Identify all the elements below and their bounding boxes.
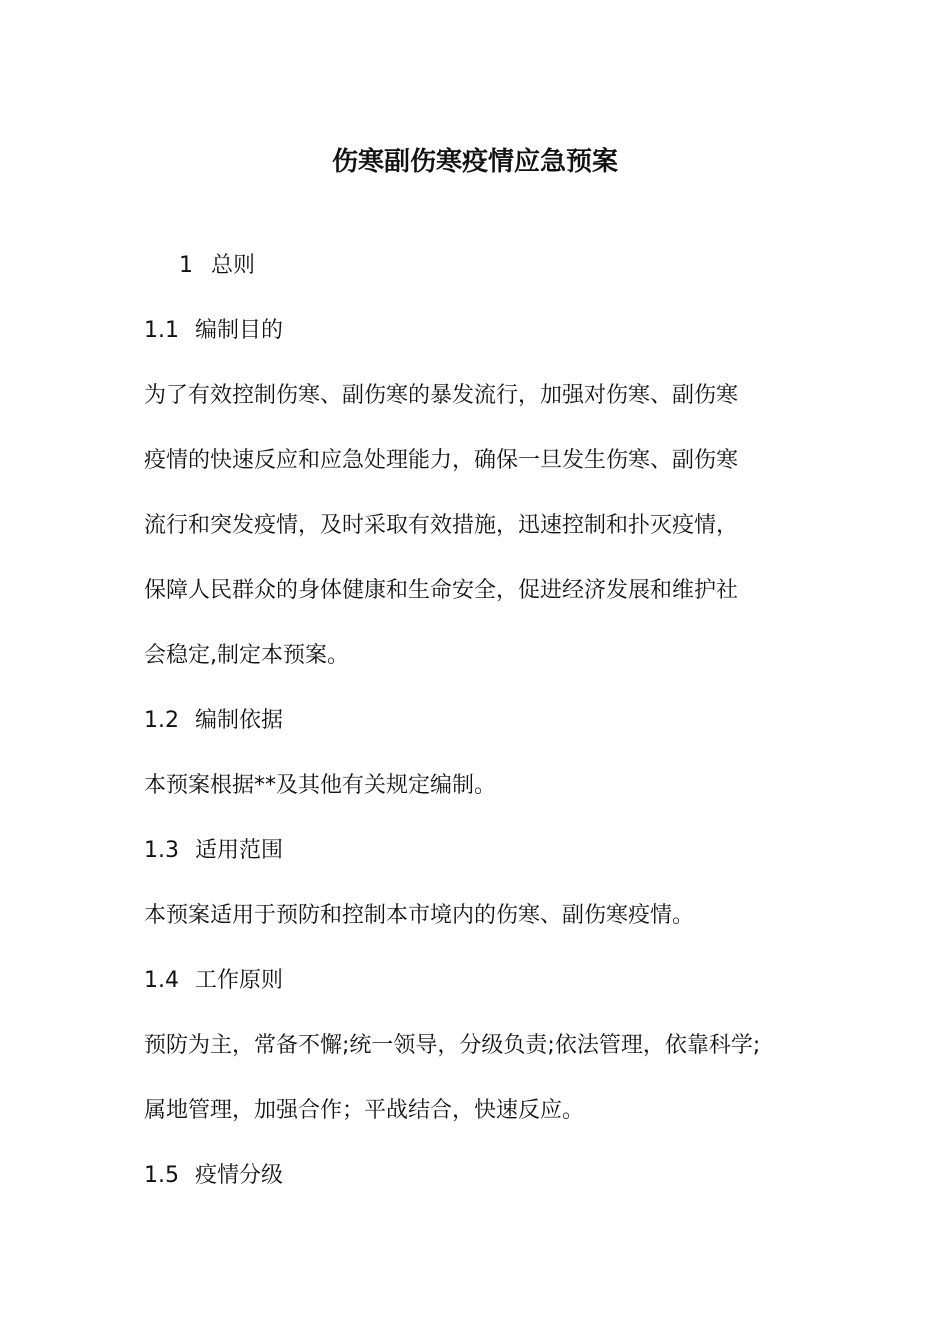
- section-title: 编制依据: [195, 708, 284, 733]
- section-number: 1.3: [144, 838, 179, 863]
- section-title: 工作原则: [195, 968, 284, 993]
- section-number: 1.5: [144, 1163, 179, 1188]
- section-title: 疫情分级: [195, 1163, 284, 1188]
- paragraph-line: 会稳定,制定本预案。: [144, 643, 349, 668]
- section-number: 1.2: [144, 708, 179, 733]
- document-body: [144, 233, 834, 1208]
- paragraph-line: 流行和突发疫情，及时采取有效措施，迅速控制和扑灭疫情，: [144, 513, 739, 538]
- section-heading-1-4: [144, 948, 834, 1013]
- section-heading-1: [144, 233, 834, 298]
- section-title: 适用范围: [195, 838, 284, 863]
- paragraph-line: 预防为主，常备不懈;统一领导，分级负责;依法管理，依靠科学;: [144, 1033, 761, 1058]
- section-heading-1-5: [144, 1143, 834, 1208]
- section-title: 总则: [211, 253, 256, 278]
- document-title: 伤寒副伤寒疫情应急预案: [331, 147, 618, 177]
- paragraph-line: 属地管理，加强合作；平战结合，快速反应。: [144, 1098, 585, 1123]
- section-number: 1.4: [144, 968, 179, 993]
- section-heading-1-2: [144, 688, 834, 753]
- paragraph-line: 本预案适用于预防和控制本市境内的伤寒、副伤寒疫情。: [144, 903, 695, 928]
- paragraph-line: 为了有效控制伤寒、副伤寒的暴发流行，加强对伤寒、副伤寒: [144, 383, 739, 408]
- paragraph-line: 保障人民群众的身体健康和生命安全，促进经济发展和维护社: [144, 578, 739, 603]
- paragraph-line: 疫情的快速反应和应急处理能力，确保一旦发生伤寒、副伤寒: [144, 448, 739, 473]
- section-title: 编制目的: [195, 318, 284, 343]
- section-number: 1: [179, 253, 193, 278]
- section-number: 1.1: [144, 318, 179, 343]
- section-heading-1-3: [144, 818, 834, 883]
- section-heading-1-1: [144, 298, 834, 363]
- paragraph-line: 本预案根据**及其他有关规定编制。: [144, 773, 497, 798]
